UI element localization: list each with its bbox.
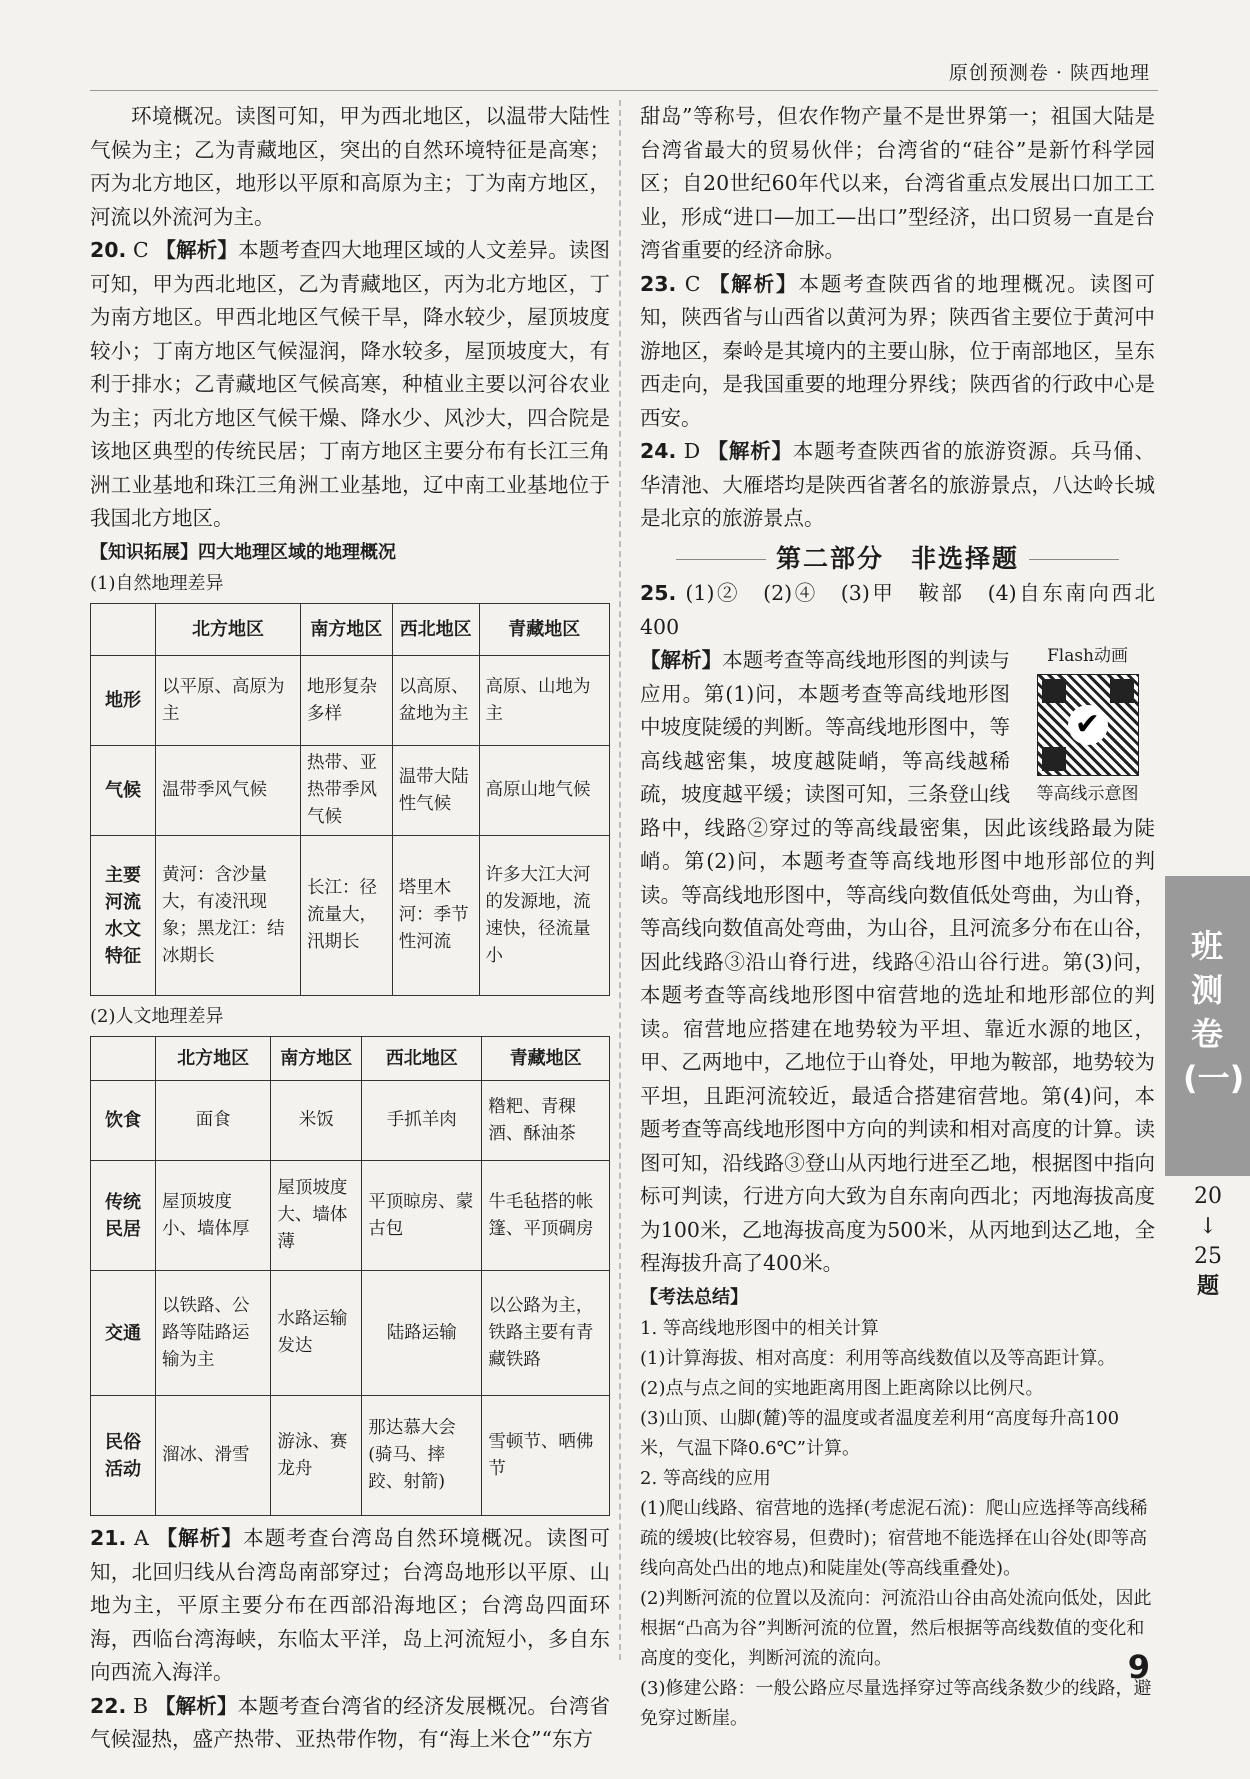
- summary-item: 2. 等高线的应用: [640, 1468, 771, 1489]
- q22-answer: 22. B 【解析】本题考查台湾省的经济发展概况。台湾省气候湿热，盛产热带、亚热带作物，有“海上米仓”“东方: [90, 1693, 610, 1751]
- q25-answer: 25. (1)② (2)④ (3)甲 鞍部 (4)自东南向西北 400: [640, 581, 1176, 639]
- qr-code-icon[interactable]: [1037, 674, 1139, 776]
- natural-geography-table: 北方地区 南方地区 西北地区 青藏地区 地形 以平原、高原为主 地形复杂多样 以高原、盆地为主 高原、山地为主 气候 温带季风气候 热带、亚热带季风气候 温带大陆性气候 高原山地气候 主要河流水文特征 黄河：含沙量大，有凌汛现象；黑龙江：结冰期长 长江：径流量大，汛期长 塔里木河：季节性河流 许多大江大河的发源地，流速快，径流量小: [90, 603, 610, 996]
- right-column: [640, 100, 1176, 1734]
- section-title: 第二部分 非选择题: [640, 542, 1155, 576]
- q25-analysis: 【解析】本题考查等高线地形图的判读与应用。第(1)问，本题考查等高线地形图中坡度陡缓的判断。等高线地形图中，等高线越密集，坡度越陡峭，等高线越稀疏，坡度越平缓；读图可知，三条登山线路中，线路②穿过的等高线最密集，因此该线路最为陡峭。第(2)问，本题考查等高线地形图中地形部位的判读。等高线地形图中，等高线向数值低处弯曲，为山脊，等高线向数值高处弯曲，为山谷，且河流多分布在山谷，因此线路③沿山脊行进，线路④沿山谷行进。第(3)问，本题考查等高线地形图中宿营地的选址和地形部位的判读。宿营地应搭建在地势较为平坦、靠近水源的地区，甲、乙两地中，乙地位于山脊处，甲地为鞍部，地势较为平坦，且距河流较近，最适合搭建宿营地。第(4)问，本题考查等高线地形图中方向的判读和相对高度的计算。读图可知，沿线路③登山从丙地行进至乙地，根据图中指向标可判读，行进方向大致为自东南向西北；丙地海拔高度为100米，乙地海拔高度为500米，从丙地到达乙地，全程海拔升高了400米。: [640, 648, 1155, 1275]
- summary-item: (3)山顶、山脚(麓)等的温度或者温度差利用“高度每升高100米，气温下降0.6℃”计算。: [640, 1408, 1120, 1459]
- q23-answer: 23. C 【解析】本题考查陕西省的地理概况。读图可知，陕西省与山西省以黄河为界；陕西省主要位于黄河中游地区，秦岭是其境内的主要山脉，位于南部地区，呈东西走向，是我国重要的地理分界线；陕西省的行政中心是西安。: [640, 271, 1155, 430]
- human-diff-subtitle: (2)人文地理差异: [90, 1006, 224, 1027]
- q21-answer: 21. A 【解析】本题考查台湾岛自然环境概况。读图可知，北回归线从台湾岛南部穿过；台湾岛地形以平原、山地为主，平原主要分布在西部沿海地区；台湾岛四面环海，西临台湾海峡，东临太平洋，岛上河流短小，多自东向西流入海洋。: [90, 1526, 610, 1684]
- qr-block: [1020, 644, 1155, 806]
- side-tab-label: 班测卷(一): [1183, 927, 1245, 1097]
- column-divider: [619, 100, 621, 1660]
- q19-continuation: 环境概况。读图可知，甲为西北地区，以温带大陆性气候为主；乙为青藏地区，突出的自然环境特征是高寒；丙为北方地区，地形以平原和高原为主；丁为南方地区，河流以外流河为主。: [90, 104, 610, 229]
- left-column: [90, 100, 610, 1757]
- natural-diff-subtitle: (1)自然地理差异: [90, 573, 224, 594]
- summary-item: 1. 等高线地形图中的相关计算: [640, 1318, 879, 1339]
- human-geography-table: 北方地区 南方地区 西北地区 青藏地区 饮食 面食 米饭 手抓羊肉 糌粑、青稞酒、酥油茶 传统民居 屋顶坡度小、墙体厚 屋顶坡度大、墙体薄 平顶晾房、蒙古包 牛毛毡搭的帐篷、平顶碉房 交通 以铁路、公路等陆路运输为主 水路运输发达 陆路运输 以公路为主，铁路主要有青藏铁路 民俗活动 溜冰、滑雪 游泳、赛龙舟 那达慕大会(骑马、摔跤、射箭) 雪顿节、晒佛节: [90, 1036, 610, 1516]
- page-number: 9: [1127, 1648, 1150, 1686]
- question-range: 20 ↓ 25 题: [1184, 1182, 1232, 1302]
- header-rule: [90, 90, 1158, 91]
- q24-answer: 24. D 【解析】本题考查陕西省的旅游资源。兵马俑、华清池、大雁塔均是陕西省著名的旅游景点，八达岭长城是北京的旅游景点。: [640, 439, 1156, 530]
- running-header: 原创预测卷 · 陕西地理: [948, 62, 1150, 84]
- down-arrow-icon: ↓: [1198, 1214, 1218, 1239]
- summary-item: (1)计算海拔、相对高度：利用等高线数值以及等高距计算。: [640, 1348, 1116, 1369]
- summary-item: (2)判断河流的位置以及流向：河流沿山谷由高处流向低处，因此根据“凸高为谷”判断河流的位置，然后根据等高线数值的变化和高度的变化，判断河流的流向。: [640, 1588, 1152, 1669]
- qr-label: Flash动画: [1046, 646, 1129, 666]
- side-tab: [1165, 876, 1250, 1176]
- summary-item: (1)爬山线路、宿营地的选择(考虑泥石流)：爬山应选择等高线稀疏的缓坡(比较容易，但费时)；宿营地不能选择在山谷处(即等高线向高处凸出的地点)和陡崖处(等高线重叠处)。: [640, 1498, 1148, 1579]
- q22-continuation: 甜岛”等称号，但农作物产量不是世界第一；祖国大陆是台湾省最大的贸易伙伴；台湾省的“硅谷”是新竹科学园区；自20世纪60年代以来，台湾省重点发展出口加工工业，形成“进口—加工—出口”型经济，出口贸易一直是台湾省重要的经济命脉。: [640, 104, 1155, 262]
- qr-caption: 等高线示意图: [1036, 784, 1139, 804]
- knowledge-extension-title: 【知识拓展】四大地理区域的地理概况: [90, 541, 396, 563]
- check-icon: ✔: [1068, 705, 1108, 745]
- q20-answer: 20. C 【解析】本题考查四大地理区域的人文差异。读图可知，甲为西北地区，乙为青藏地区，丙为北方地区，丁为南方地区。甲西北地区气候干旱，降水较少，屋顶坡度较小；丁南方地区气候湿润，降水较多，屋顶坡度大，有利于排水；乙青藏地区气候高寒，种植业主要以河谷农业为主；丙北方地区气候干燥、降水少、风沙大，四合院是该地区典型的传统民居；丁南方地区主要分布有长江三角洲工业基地和珠江三角洲工业基地，辽中南工业基地位于我国北方地区。: [90, 238, 610, 530]
- summary-item: (2)点与点之间的实地距离用图上距离除以比例尺。: [640, 1378, 1044, 1399]
- summary-item: (3)修建公路：一般公路应尽量选择穿过等高线条数少的线路，避免穿过断崖。: [640, 1678, 1152, 1729]
- method-summary-title: 【考法总结】: [640, 1286, 748, 1308]
